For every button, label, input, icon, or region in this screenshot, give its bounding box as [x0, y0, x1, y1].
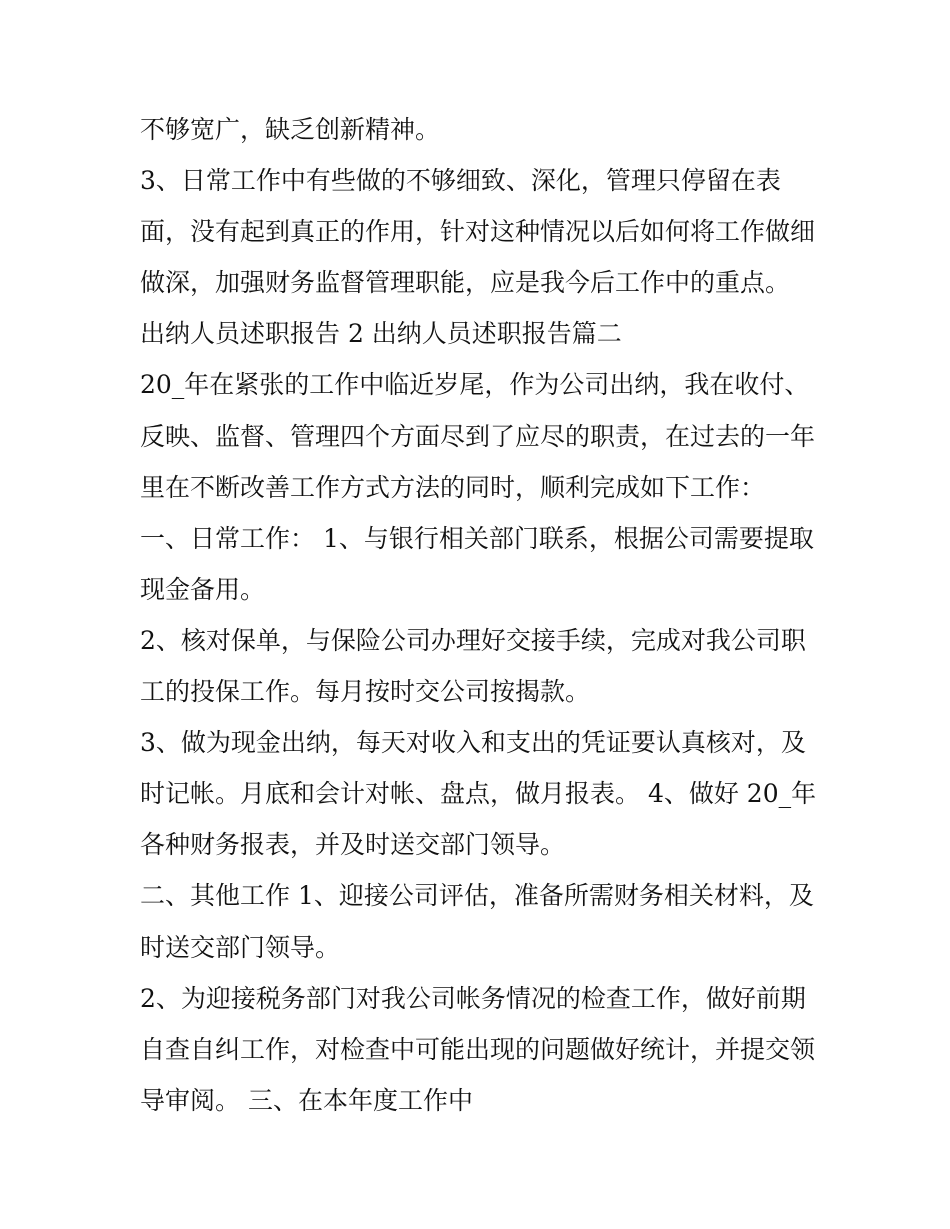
text-line: 2、核对保单，与保险公司办理好交接手续，完成对我公司职 — [140, 625, 806, 655]
text-line: 反映、监督、管理四个方面尽到了应尽的职责，在过去的一年 — [140, 421, 816, 451]
text-line: 各种财务报表，并及时送交部门领导。 — [140, 830, 566, 860]
section-heading: 出纳人员述职报告 2 出纳人员述职报告篇二 — [140, 319, 622, 349]
text-line: 工的投保工作。每月按时交公司按揭款。 — [140, 677, 591, 707]
text-line: 里在不断改善工作方式方法的同时，顺利完成如下工作： — [140, 472, 766, 502]
text-line: 现金备用。 — [140, 574, 266, 604]
text-line: 做深，加强财务监督管理职能，应是我今后工作中的重点。 — [140, 268, 791, 298]
text-line: 二、其他工作 1、迎接公司评估，准备所需财务相关材料，及 — [140, 881, 814, 911]
text-line: 20_年在紧张的工作中临近岁尾，作为公司出纳，我在收付、 — [140, 370, 810, 400]
text-line: 3、做为现金出纳，每天对收入和支出的凭证要认真核对，及 — [140, 728, 806, 758]
text-line: 导审阅。 三、在本年度工作中 — [140, 1085, 473, 1115]
text-line: 自查自纠工作，对检查中可能出现的问题做好统计，并提交领 — [140, 1034, 816, 1064]
text-line: 不够宽广，缺乏创新精神。 — [140, 115, 441, 144]
text-line: 2、为迎接税务部门对我公司帐务情况的检查工作，做好前期 — [140, 983, 806, 1013]
text-line: 时记帐。月底和会计对帐、盘点，做月报表。 4、做好 20_年 — [140, 779, 817, 809]
text-line: 3、日常工作中有些做的不够细致、深化，管理只停留在表 — [140, 166, 781, 196]
text-line: 面，没有起到真正的作用，针对这种情况以后如何将工作做细 — [140, 217, 816, 247]
text-line: 一、日常工作： 1、与银行相关部门联系，根据公司需要提取 — [140, 523, 814, 553]
document-body — [140, 104, 820, 1126]
text-line: 时送交部门领导。 — [140, 932, 341, 962]
